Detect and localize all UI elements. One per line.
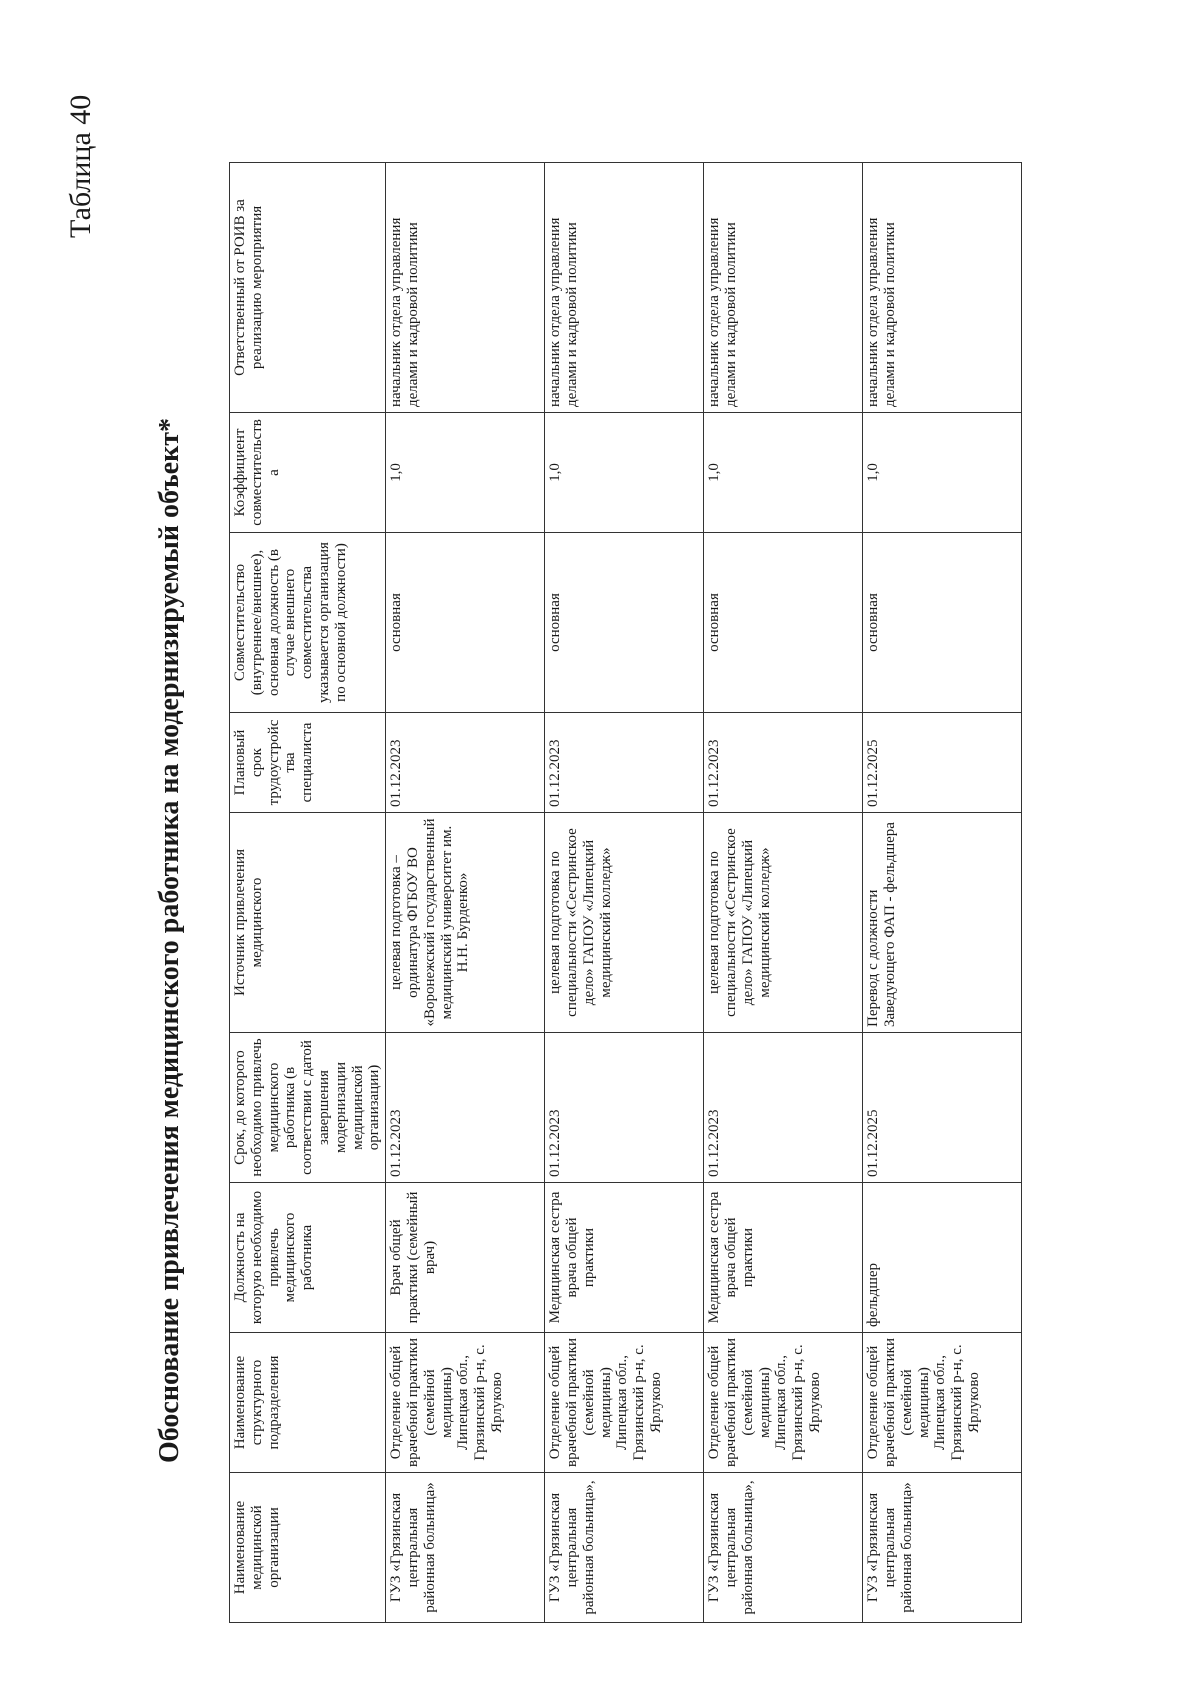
header-position: Должность на которую необходимо привлечь медицинского работника — [230, 1183, 386, 1333]
staffing-table — [229, 162, 1022, 1623]
cell-combination: основная — [545, 533, 704, 713]
cell-responsible: начальник отдела управления делами и кадровой политики — [863, 163, 1022, 413]
cell-planned-date: 01.12.2023 — [545, 713, 704, 813]
cell-org: ГУЗ «Грязинская центральная районная больница», — [545, 1473, 704, 1623]
table-row — [863, 163, 1022, 1623]
cell-coefficient: 1,0 — [704, 413, 863, 533]
document-page — [4, 3, 1194, 1693]
cell-responsible: начальник отдела управления делами и кадровой политики — [545, 163, 704, 413]
header-org: Наименование медицинской организации — [230, 1473, 386, 1623]
cell-unit: Отделение общей врачебной практики (семейной медицины) Липецкая обл., Грязинский р-н, с. Ярлуково — [704, 1333, 863, 1473]
table-row — [704, 163, 863, 1623]
cell-unit: Отделение общей врачебной практики (семейной медицины) Липецкая обл., Грязинский р-н, с. Ярлуково — [386, 1333, 545, 1473]
header-planned-date: Плановый срок трудоустройства специалиста — [230, 713, 386, 813]
cell-responsible: начальник отдела управления делами и кадровой политики — [704, 163, 863, 413]
cell-deadline: 01.12.2023 — [386, 1033, 545, 1183]
cell-source: целевая подготовка по специальности «Сестринское дело» ГАПОУ «Липецкий медицинский колледж» — [545, 813, 704, 1033]
header-source: Источник привлечения медицинского — [230, 813, 386, 1033]
cell-planned-date: 01.12.2023 — [386, 713, 545, 813]
cell-position: Медицинская сестра врача общей практики — [704, 1183, 863, 1333]
cell-planned-date: 01.12.2025 — [863, 713, 1022, 813]
cell-combination: основная — [386, 533, 545, 713]
cell-source: целевая подготовка по специальности «Сестринское дело» ГАПОУ «Липецкий медицинский колледж» — [704, 813, 863, 1033]
cell-planned-date: 01.12.2023 — [704, 713, 863, 813]
table-header-row — [230, 163, 386, 1623]
cell-coefficient: 1,0 — [863, 413, 1022, 533]
staffing-table-wrapper — [229, 163, 1022, 1623]
cell-coefficient: 1,0 — [545, 413, 704, 533]
cell-deadline: 01.12.2023 — [704, 1033, 863, 1183]
cell-combination: основная — [704, 533, 863, 713]
cell-deadline: 01.12.2025 — [863, 1033, 1022, 1183]
cell-combination: основная — [863, 533, 1022, 713]
cell-coefficient: 1,0 — [386, 413, 545, 533]
cell-org: ГУЗ «Грязинская центральная районная больница», — [704, 1473, 863, 1623]
header-deadline: Срок, до которого необходимо привлечь медицинского работника (в соответствии с датой завершения модернизации медицинской организации) — [230, 1033, 386, 1183]
cell-position: фельдшер — [863, 1183, 1022, 1333]
header-unit: Наименование структурного подразделения — [230, 1333, 386, 1473]
document-title: Обоснование привлечения медицинского работника на модернизируемый объект* — [154, 418, 185, 1463]
table-number-label: Таблица 40 — [64, 94, 97, 238]
header-coefficient: Коэффициент совместительства — [230, 413, 386, 533]
cell-org: ГУЗ «Грязинская центральная районная больница» — [386, 1473, 545, 1623]
cell-source: Перевод с должности Заведующего ФАП - фельдшера — [863, 813, 1022, 1033]
cell-unit: Отделение общей врачебной практики (семейной медицины) Липецкая обл., Грязинский р-н, с. Ярлуково — [863, 1333, 1022, 1473]
header-responsible: Ответственный от РОИВ за реализацию мероприятия — [230, 163, 386, 413]
cell-deadline: 01.12.2023 — [545, 1033, 704, 1183]
cell-org: ГУЗ «Грязинская центральная районная больница» — [863, 1473, 1022, 1623]
cell-source: целевая подготовка – ординатура ФГБОУ ВО «Воронежский государственный медицинский университет им. Н.Н. Бурденко» — [386, 813, 545, 1033]
header-combination: Совместительство (внутреннее/внешнее), основная должность (в случае внешнего совместительства указывается организация по основной должности) — [230, 533, 386, 713]
cell-responsible: начальник отдела управления делами и кадровой политики — [386, 163, 545, 413]
cell-position: Медицинская сестра врача общей практики — [545, 1183, 704, 1333]
table-row — [386, 163, 545, 1623]
cell-position: Врач общей практики (семейный врач) — [386, 1183, 545, 1333]
cell-unit: Отделение общей врачебной практики (семейной медицины) Липецкая обл., Грязинский р-н, с. Ярлуково — [545, 1333, 704, 1473]
table-row — [545, 163, 704, 1623]
